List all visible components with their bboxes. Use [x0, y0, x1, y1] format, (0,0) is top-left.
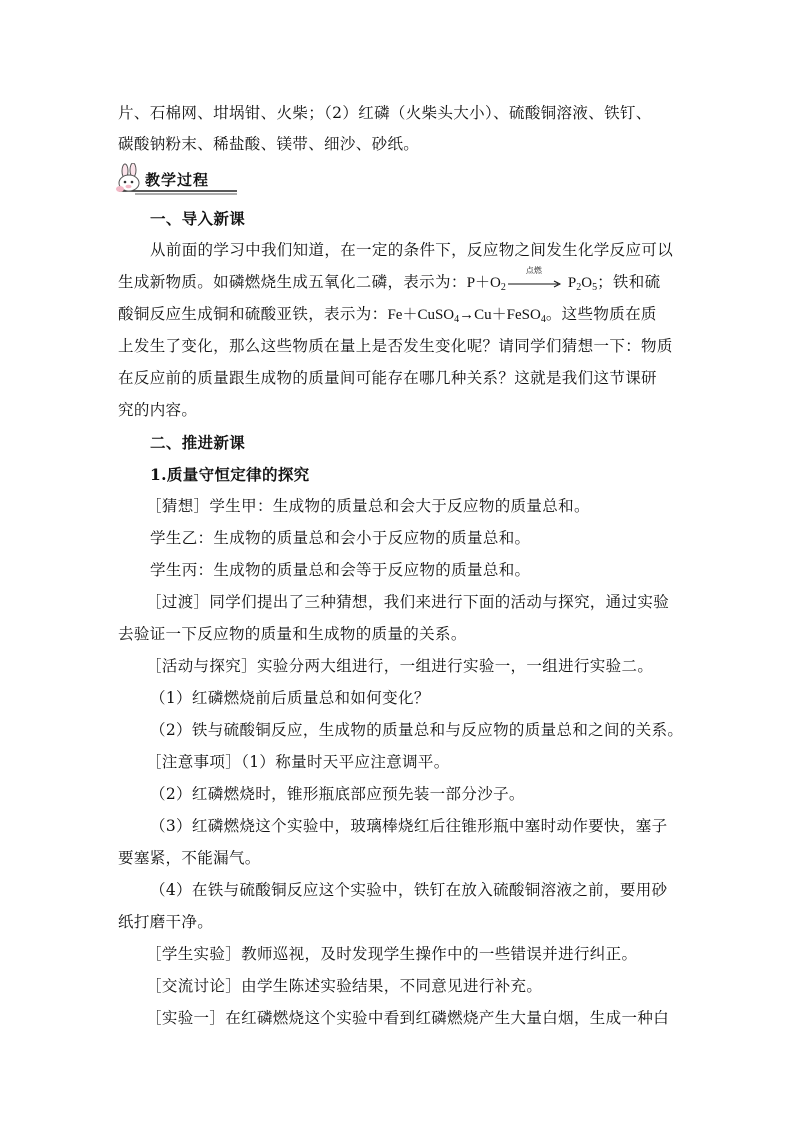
- text-segment: ；铁和硫: [597, 273, 661, 291]
- section-title: 教学过程: [145, 171, 210, 189]
- formula-part: O: [581, 275, 593, 291]
- heading-new-lesson: 二、推进新课: [150, 433, 246, 452]
- formula-reactants: [467, 275, 506, 291]
- text-line-24: 要塞紧，不能漏气。: [118, 849, 261, 867]
- text-line-21: ［注意事项］（1）称量时天平应注意调平。: [146, 753, 450, 771]
- reaction-arrow: [508, 266, 564, 291]
- subscript: 4: [540, 314, 546, 325]
- text-segment: 。这些物质在质: [545, 305, 657, 323]
- section-banner: [115, 163, 240, 199]
- subscript: 4: [454, 314, 460, 325]
- arrow-icon: [508, 275, 564, 291]
- text-line-16: ［过渡］同学们提出了三种猜想，我们来进行下面的活动与探究，通过实验: [146, 593, 670, 611]
- text-line-7: [118, 304, 657, 330]
- text-line-27: ［学生实验］教师巡视，及时发现学生操作中的一些错误并进行纠正。: [146, 945, 638, 963]
- text-line-10: 究的内容。: [118, 401, 198, 419]
- text-line-9: 在反应前的质量跟生成物的质量间可能存在哪几种关系？这就是我们这节课研: [118, 369, 657, 387]
- formula-part: P＋O: [466, 275, 501, 291]
- heading-intro: 一、导入新课: [150, 209, 246, 228]
- text-line-20: （2）铁与硫酸铜反应，生成物的质量总和与反应物的质量总和之间的关系。: [150, 721, 684, 739]
- text-line-26: 纸打磨干净。: [118, 913, 214, 931]
- text-line-5: 从前面的学习中我们知道，在一定的条件下，反应物之间发生化学反应可以: [150, 241, 674, 259]
- text-line-8: 上发生了变化，那么这些物质在量上是否发生变化呢？请同学们猜想一下：物质: [118, 337, 673, 355]
- formula-part: P: [567, 275, 577, 291]
- formula-part: Fe＋CuSO: [387, 307, 455, 323]
- text-segment: 生成新物质。如磷燃烧生成五氧化二磷，表示为：: [118, 273, 467, 291]
- text-line-2: 碳酸钠粉末、稀盐酸、镁带、细沙、砂纸。: [118, 135, 420, 153]
- text-line-28: ［交流讨论］由学生陈述实验结果，不同意见进行补充。: [146, 977, 543, 995]
- heading-exploration: 1.质量守恒定律的探究: [150, 465, 310, 484]
- text-line-19: （1）红磷燃烧前后质量总和如何变化？: [150, 689, 430, 707]
- subscript: 2: [576, 282, 582, 293]
- text-line-13: ［猜想］学生甲：生成物的质量总和会大于反应物的质量总和。: [146, 497, 590, 515]
- text-line-15: 学生丙：生成物的质量总和会等于反应物的质量总和。: [150, 561, 531, 579]
- text-line-14: 学生乙：生成物的质量总和会小于反应物的质量总和。: [150, 529, 531, 547]
- text-segment: 酸铜反应生成铜和硫酸亚铁，表示为：: [118, 305, 388, 323]
- formula-part: →Cu＋FeSO: [459, 307, 541, 323]
- text-line-6: [118, 266, 661, 298]
- text-line-29: ［实验一］在红磷燃烧这个实验中看到红磷燃烧产生大量白烟，生成一种白: [146, 1009, 670, 1027]
- subscript: 5: [592, 282, 598, 293]
- text-line-22: （2）红磷燃烧时，锥形瓶底部应预先装一部分沙子。: [150, 785, 525, 803]
- subscript: 2: [500, 282, 506, 293]
- text-line-1: 片、石棉网、坩埚钳、火柴；（2）红磷（火柴头大小）、硫酸铜溶液、铁钉、: [118, 104, 652, 122]
- formula-iron-reaction: [387, 307, 545, 323]
- text-line-17: 去验证一下反应物的质量和生成物的质量的关系。: [118, 625, 467, 643]
- text-line-23: （3）红磷燃烧这个实验中，玻璃棒烧红后往锥形瓶中塞时动作要快，塞子: [150, 817, 668, 835]
- text-line-18: ［活动与探究］实验分两大组进行，一组进行实验一，一组进行实验二。: [146, 657, 654, 675]
- reaction-condition: 点燃: [525, 266, 542, 275]
- text-line-25: （4）在铁与硫酸铜反应这个实验中，铁钉在放入硫酸铜溶液之前，要用砂: [150, 881, 668, 899]
- formula-product: [568, 275, 597, 291]
